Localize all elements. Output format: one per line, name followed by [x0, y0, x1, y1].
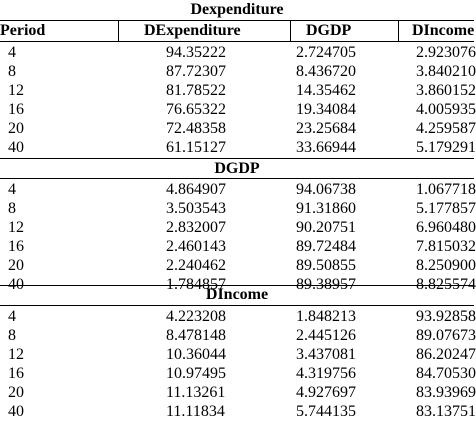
header-dexpenditure: DExpenditure [144, 22, 241, 39]
col-divider [398, 20, 399, 41]
col-divider [118, 20, 119, 41]
table-row [0, 256, 474, 275]
rule-header [0, 41, 474, 42]
period-cell: 12 [8, 82, 24, 99]
dexpenditure-cell: 61.15127 [166, 139, 226, 156]
table-row [0, 199, 474, 218]
rule-section-2-bottom [0, 178, 474, 179]
period-cell: 8 [8, 327, 16, 344]
table-row [0, 345, 474, 364]
header-row [0, 21, 474, 40]
dexpenditure-cell: 81.78522 [166, 82, 226, 99]
dincome-cell: 3.860152 [416, 82, 476, 99]
dincome-cell: 7.815032 [416, 238, 476, 255]
header-period: Period [0, 22, 46, 39]
dexpenditure-cell: 8.478148 [166, 327, 226, 344]
section-label-dgdp: DGDP [214, 160, 260, 177]
period-cell: 20 [8, 120, 24, 137]
period-cell: 16 [8, 101, 24, 118]
rule-section-3-bottom [0, 305, 474, 306]
period-cell: 8 [8, 63, 16, 80]
period-cell: 12 [8, 219, 24, 236]
header-dincome: DIncome [412, 22, 475, 39]
dexpenditure-cell: 87.72307 [166, 63, 226, 80]
dincome-cell: 8.825574 [416, 276, 476, 293]
period-cell: 4 [8, 308, 16, 325]
dgdp-cell: 23.25684 [296, 120, 356, 137]
dexpenditure-cell: 4.864907 [166, 181, 226, 198]
period-cell: 40 [8, 403, 24, 420]
table-row [0, 138, 474, 157]
dgdp-cell: 94.06738 [296, 181, 356, 198]
period-cell: 16 [8, 238, 24, 255]
period-cell: 20 [8, 257, 24, 274]
dincome-cell: 4.005935 [416, 101, 476, 118]
dgdp-cell: 2.724705 [296, 44, 356, 61]
header-dgdp: DGDP [306, 22, 352, 39]
dgdp-cell: 4.927697 [296, 384, 356, 401]
table-row [0, 62, 474, 81]
dgdp-cell: 33.66944 [296, 139, 356, 156]
dexpenditure-cell: 11.13261 [166, 384, 226, 401]
table-row [0, 237, 474, 256]
dgdp-cell: 5.744135 [296, 403, 356, 420]
dincome-cell: 93.92858 [416, 308, 476, 325]
dgdp-cell: 89.72484 [296, 238, 356, 255]
table-title: Dexpenditure [190, 1, 284, 18]
dincome-cell: 84.70530 [416, 365, 476, 382]
dexpenditure-cell: 10.97495 [166, 365, 226, 382]
dgdp-cell: 19.34084 [296, 101, 356, 118]
dgdp-cell: 90.20751 [296, 219, 356, 236]
period-cell: 20 [8, 384, 24, 401]
period-cell: 8 [8, 200, 16, 217]
dexpenditure-cell: 76.65322 [166, 101, 226, 118]
dgdp-cell: 2.445126 [296, 327, 356, 344]
dincome-cell: 3.840210 [416, 63, 476, 80]
period-cell: 4 [8, 181, 16, 198]
table-row [0, 43, 474, 62]
col-divider [290, 20, 291, 41]
dexpenditure-cell: 2.460143 [166, 238, 226, 255]
dexpenditure-cell: 72.48358 [166, 120, 226, 137]
dexpenditure-cell: 94.35222 [166, 44, 226, 61]
period-cell: 40 [8, 276, 24, 293]
dincome-cell: 83.13751 [416, 403, 476, 420]
period-cell: 12 [8, 346, 24, 363]
dincome-cell: 2.923076 [416, 44, 476, 61]
table-row [0, 119, 474, 138]
dexpenditure-cell: 2.832007 [166, 219, 226, 236]
dexpenditure-cell: 10.36044 [166, 346, 226, 363]
dexpenditure-cell: 3.503543 [166, 200, 226, 217]
dgdp-cell: 1.848213 [296, 308, 356, 325]
dgdp-cell: 89.38957 [296, 276, 356, 293]
dincome-cell: 5.177857 [416, 200, 476, 217]
dgdp-cell: 8.436720 [296, 63, 356, 80]
section-label-dincome: DIncome [205, 286, 269, 303]
dgdp-cell: 3.437081 [296, 346, 356, 363]
dgdp-cell: 4.319756 [296, 365, 356, 382]
table-row [0, 364, 474, 383]
table-row [0, 326, 474, 345]
table-row [0, 218, 474, 237]
table-row [0, 81, 474, 100]
dexpenditure-cell: 1.784857 [166, 276, 226, 293]
dincome-cell: 86.20247 [416, 346, 476, 363]
dgdp-cell: 91.31860 [296, 200, 356, 217]
table-row [0, 100, 474, 119]
table-row [0, 402, 474, 421]
period-cell: 16 [8, 365, 24, 382]
dexpenditure-cell: 4.223208 [166, 308, 226, 325]
dexpenditure-cell: 11.11834 [166, 403, 225, 420]
dincome-cell: 4.259587 [416, 120, 476, 137]
period-cell: 40 [8, 139, 24, 156]
dincome-cell: 8.250900 [416, 257, 476, 274]
table-row [0, 307, 474, 326]
table-row [0, 383, 474, 402]
dincome-cell: 1.067718 [416, 181, 476, 198]
period-cell: 4 [8, 44, 16, 61]
dincome-cell: 6.960480 [416, 219, 476, 236]
dincome-cell: 89.07673 [416, 327, 476, 344]
dgdp-cell: 14.35462 [296, 82, 356, 99]
dgdp-cell: 89.50855 [296, 257, 356, 274]
dincome-cell: 5.179291 [416, 139, 476, 156]
table-row [0, 180, 474, 199]
dincome-cell: 83.93969 [416, 384, 476, 401]
dexpenditure-cell: 2.240462 [166, 257, 226, 274]
